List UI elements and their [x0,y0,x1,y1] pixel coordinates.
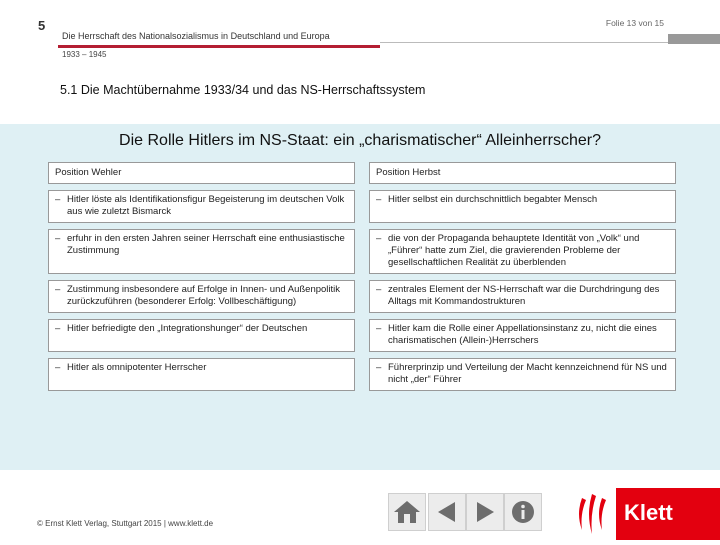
header-gray-block [668,34,720,44]
bullet-dash: – [376,323,382,334]
table-row [48,229,676,274]
section-title: 5.1 Die Machtübernahme 1933/34 und das NS-Herrschaftssystem [60,83,426,97]
klett-mark-icon [570,488,616,540]
forward-button[interactable] [466,493,504,531]
table-cell [48,190,355,223]
period-label: 1933 – 1945 [62,50,107,59]
bullet-dash: – [55,362,61,373]
header-bar [58,26,380,48]
table-cell [48,319,355,352]
cell-text: Führerprinzip und Verteilung der Macht kennzeichnend für NS und nicht „der“ Führer [388,362,667,385]
cell-text: Hitler löste als Identifikationsfigur Begeisterung im deutschen Volk aus wie zuletzt Bismarck [67,194,345,217]
back-button[interactable] [428,493,466,531]
table-cell [369,280,676,313]
cell-text: Hitler als omnipotenter Herrscher [67,362,207,373]
cell-text: Zustimmung insbesondere auf Erfolge in Innen- und Außenpolitik zurückzuführen (besonderer Erfolg: Vollbeschäftigung) [67,284,341,307]
cell-text: Hitler kam die Rolle einer Appellationsinstanz zu, nicht die eines charismatischen (Allein-)Herrschers [388,323,657,346]
table-cell [369,190,676,223]
table-cell [48,280,355,313]
cell-text: Hitler selbst ein durchschnittlich begabter Mensch [388,194,598,205]
home-icon [393,499,421,525]
table-cell [48,358,355,391]
bullet-dash: – [55,194,61,205]
table-header-row [48,162,676,184]
slide-counter: Folie 13 von 15 [605,18,664,28]
bullet-dash: – [55,284,61,295]
logo-mark-area [570,488,616,540]
table-cell [369,319,676,352]
content-area [0,124,720,470]
table-row [48,190,676,223]
table-cell [48,229,355,274]
info-icon [510,499,536,525]
info-button[interactable] [504,493,542,531]
logo-text: Klett [624,500,673,525]
table-row [48,319,676,352]
cell-text: erfuhr in den ersten Jahren seiner Herrschaft eine enthusiastische Zustimmung [67,233,345,256]
home-button[interactable] [388,493,426,531]
table-cell [369,358,676,391]
klett-logo [570,488,720,540]
bullet-dash: – [376,194,382,205]
table-row [48,358,676,391]
bullet-dash: – [55,233,61,244]
back-icon [435,500,459,524]
header-title: Die Herrschaft des Nationalsozialismus in Deutschland und Europa [62,31,330,41]
cell-text: die von der Propaganda behauptete Identität von „Volk“ und „Führer“ hatte zum Ziel, die gravierenden Probleme der gesellschaftlichen Realität zu überblenden [388,233,640,268]
column-header-wehler: Position Wehler [48,162,355,184]
table-cell [369,229,676,274]
chapter-number: 5 [38,18,46,33]
cell-text: Hitler befriedigte den „Integrationshunger“ der Deutschen [67,323,308,334]
comparison-table [48,162,676,397]
bullet-dash: – [376,284,382,295]
question-heading: Die Rolle Hitlers im NS-Staat: ein „charismatischer“ Alleinherrscher? [119,132,601,149]
table-row [48,280,676,313]
bullet-dash: – [55,323,61,334]
forward-icon [473,500,497,524]
cell-text: zentrales Element der NS-Herrschaft war die Durchdringung des Alltags mit Kommandostrukturen [388,284,660,307]
column-header-herbst: Position Herbst [369,162,676,184]
bullet-dash: – [376,362,382,373]
bullet-dash: – [376,233,382,244]
copyright-text: © Ernst Klett Verlag, Stuttgart 2015 | www.klett.de [37,519,214,528]
